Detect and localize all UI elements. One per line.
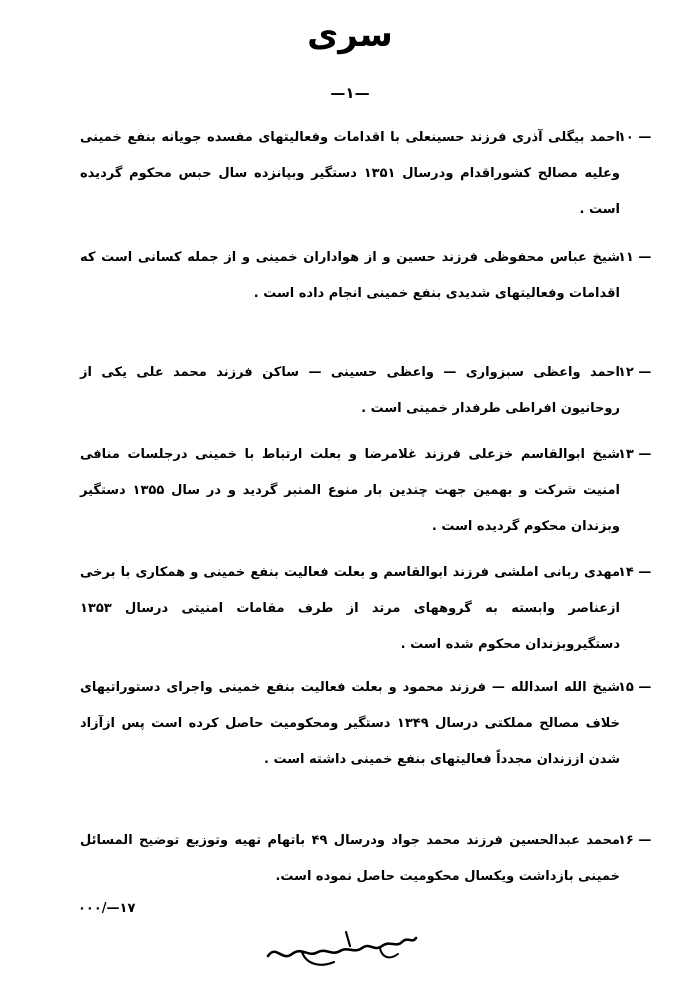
entry-number: ۱۰ — — [618, 130, 652, 145]
document-reference-number: ۰۰۰/—۱۷ — [78, 901, 136, 916]
entry-number: ۱۳ — — [618, 447, 652, 462]
document-heading: سری — [307, 15, 393, 55]
entry-text: شیخ الله اسدالله — فرزند محمود و بعلت فعالیت بنفع خمینی واجرای دستوراتیهای خلاف مصالح مملکتی درسال ۱۳۴۹ دستگیر ومحکومیت حاصل کرده است پس ازآزاد شدن اززندان مجدداً فعالیتهای بنفع خمینی داشته است . — [80, 680, 620, 767]
signature-image — [262, 918, 422, 973]
entry-number: ۱۲ — — [618, 365, 652, 380]
entry-text: مهدی ربانی املشی فرزند ابوالقاسم و بعلت فعالیت بنفع خمینی و همکاری با برخی ازعناصر وابسته به گروههای مرتد از طرف مقامات امنیتی درسال ۱۳۵۳ دستگیروبزندان محکوم شده است . — [80, 565, 620, 652]
entry-text: احمد واعظی سبزواری — واعظی حسینی — ساکن فرزند محمد علی یکی از روحانیون افراطی طرفدار خمینی است . — [80, 365, 620, 416]
entry-text: شیخ ابوالقاسم خزعلی فرزند غلامرضا و بعلت ارتباط با خمینی درجلسات منافی امنیت شرکت و بهمین جهت چندین بار منوع المنبر گردید و در سال ۱۳۵۵ دستگیر وبزندان محکوم گردیده است . — [80, 447, 620, 534]
page-number-marker: —۱— — [330, 84, 370, 102]
entry-number: ۱۶ — — [618, 833, 652, 848]
entry-number: ۱۴ — — [618, 565, 652, 580]
entry-text: محمد عبدالحسین فرزند محمد جواد ودرسال ۴۹ باتهام تهیه وتوزیع توضیح المسائل خمینی بازداشت ویکسال محکومیت حاصل نموده است. — [80, 833, 620, 884]
entry-text: شیخ عباس محفوظی فرزند حسین و از هواداران خمینی و از جمله کسانی است که اقدامات وفعالیتهای شدیدی بنفع خمینی انجام داده است . — [80, 250, 620, 301]
entry-number: ۱۱ — — [618, 250, 652, 265]
entry-text: احمد بیگلی آذری فرزند حسینعلی با اقدامات وفعالیتهای مفسده جویانه بنفع خمینی وعلیه مصالح کشوراقدام ودرسال ۱۳۵۱ دستگیر وبپانزده سال حبس محکوم گردیده است . — [80, 130, 621, 217]
entry-number: ۱۵ — — [618, 680, 652, 695]
